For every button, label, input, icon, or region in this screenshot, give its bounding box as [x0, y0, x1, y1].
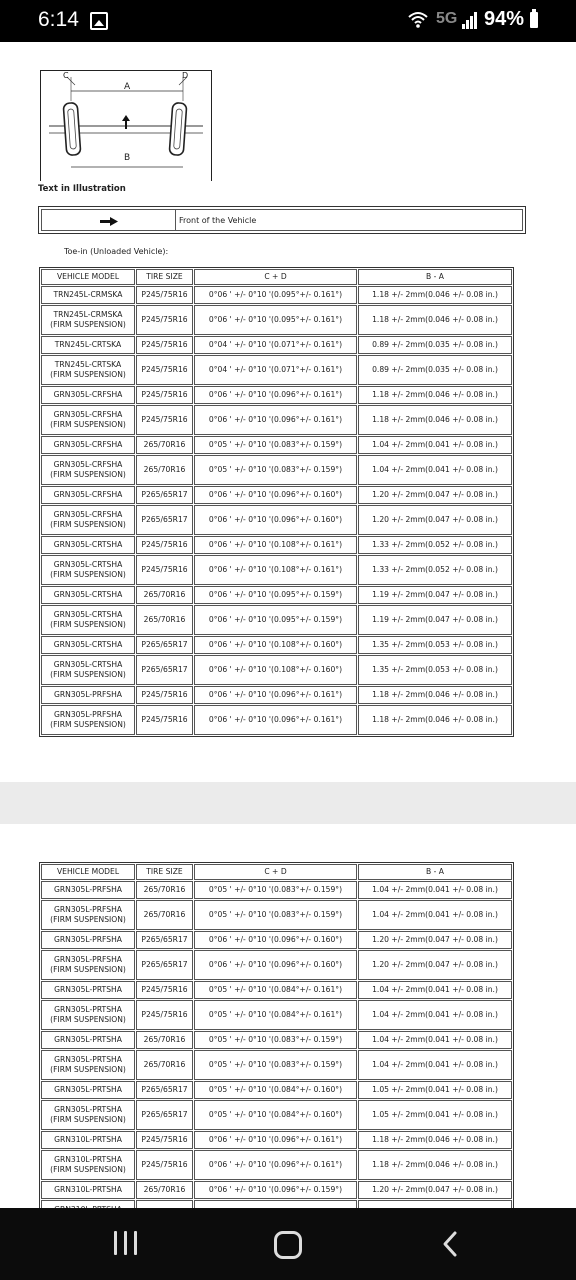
- vehicle-model-cell: [41, 1000, 135, 1030]
- vehicle-model-code: GRN305L-CRFSHA: [53, 460, 123, 469]
- b-minus-a-cell: 1.18 +/- 2mm(0.046 +/- 0.08 in.): [358, 305, 512, 335]
- vehicle-model-cell: [41, 1131, 135, 1149]
- vehicle-model-cell: [41, 505, 135, 535]
- vehicle-model-code: GRN305L-CRTSHA: [53, 640, 123, 649]
- table-row: [41, 931, 512, 949]
- tire-size-cell: P245/75R16: [136, 555, 193, 585]
- b-minus-a-cell: 1.05 +/- 2mm(0.041 +/- 0.08 in.): [358, 1081, 512, 1099]
- vehicle-model-code: GRN305L-PRFSHA: [54, 955, 122, 964]
- vehicle-model-cell: [41, 586, 135, 604]
- vehicle-model-cell: [41, 705, 135, 735]
- recents-icon-bar: [124, 1231, 127, 1255]
- header-vehicle-model: VEHICLE MODEL: [41, 269, 135, 285]
- tire-size-cell: 265/70R16: [136, 1050, 193, 1080]
- document-page-1: [0, 42, 576, 782]
- vehicle-model-cell: [41, 336, 135, 354]
- tire-size-cell: P245/75R16: [136, 1131, 193, 1149]
- b-minus-a-cell: 1.04 +/- 2mm(0.041 +/- 0.08 in.): [358, 881, 512, 899]
- tire-size-cell: P245/75R16: [136, 686, 193, 704]
- table-row: [41, 1050, 512, 1080]
- vehicle-model-code: GRN305L-CRTSHA: [53, 560, 123, 569]
- table-row: [41, 536, 512, 554]
- c-plus-d-cell: 0°06 ' +/- 0°10 '(0.096°+/- 0.160°): [194, 505, 357, 535]
- b-minus-a-cell: 1.18 +/- 2mm(0.046 +/- 0.08 in.): [358, 405, 512, 435]
- table-row: [41, 950, 512, 980]
- table-row: [41, 900, 512, 930]
- vehicle-model-cell: [41, 1081, 135, 1099]
- header-vehicle-model: VEHICLE MODEL: [41, 864, 135, 880]
- battery-percent: 94%: [484, 8, 525, 30]
- recents-button[interactable]: [114, 1231, 138, 1255]
- vehicle-model-code: TRN245L-CRMSKA: [53, 290, 123, 299]
- legend-arrow-cell: [42, 210, 176, 230]
- signal-icon: [462, 11, 478, 29]
- tire-size-cell: P245/75R16: [136, 355, 193, 385]
- suspension-note: (FIRM SUSPENSION): [50, 1065, 126, 1074]
- b-minus-a-cell: 1.33 +/- 2mm(0.052 +/- 0.08 in.): [358, 536, 512, 554]
- table-row: [41, 486, 512, 504]
- header-b-minus-a: B - A: [358, 864, 512, 880]
- header-b-minus-a: B - A: [358, 269, 512, 285]
- vehicle-model-cell: [41, 1050, 135, 1080]
- vehicle-model-code: GRN305L-PRTSHA: [54, 1005, 122, 1014]
- vehicle-model-cell: [41, 386, 135, 404]
- vehicle-model-cell: [41, 1150, 135, 1180]
- vehicle-model-cell: [41, 1181, 135, 1199]
- vehicle-model-cell: [41, 931, 135, 949]
- suspension-note: (FIRM SUSPENSION): [50, 570, 126, 579]
- c-plus-d-cell: 0°06 ' +/- 0°10 '(0.108°+/- 0.161°): [194, 536, 357, 554]
- c-plus-d-cell: 0°05 ' +/- 0°10 '(0.083°+/- 0.159°): [194, 881, 357, 899]
- c-plus-d-cell: 0°06 ' +/- 0°10 '(0.096°+/- 0.161°): [194, 705, 357, 735]
- vehicle-model-code: GRN305L-CRFSHA: [53, 490, 123, 499]
- vehicle-model-code: GRN305L-PRTSHA: [54, 1085, 122, 1094]
- table-row: [41, 405, 512, 435]
- vehicle-model-code: GRN305L-PRTSHA: [54, 985, 122, 994]
- tire-size-cell: P245/75R16: [136, 705, 193, 735]
- b-minus-a-cell: 1.20 +/- 2mm(0.047 +/- 0.08 in.): [358, 1181, 512, 1199]
- b-minus-a-cell: 1.20 +/- 2mm(0.047 +/- 0.08 in.): [358, 505, 512, 535]
- front-arrow-icon: [100, 217, 118, 226]
- vehicle-model-code: GRN305L-PRFSHA: [54, 710, 122, 719]
- suspension-note: (FIRM SUSPENSION): [50, 370, 126, 379]
- vehicle-model-cell: [41, 436, 135, 454]
- vehicle-model-code: TRN245L-CRMSKA: [53, 310, 123, 319]
- tire-size-cell: 265/70R16: [136, 455, 193, 485]
- vehicle-model-code: TRN245L-CRTSKA: [54, 340, 122, 349]
- c-plus-d-cell: 0°05 ' +/- 0°10 '(0.083°+/- 0.159°): [194, 900, 357, 930]
- illustration-caption: Text in Illustration: [38, 184, 126, 194]
- tire-size-cell: P245/75R16: [136, 1150, 193, 1180]
- c-plus-d-cell: 0°06 ' +/- 0°10 '(0.096°+/- 0.160°): [194, 486, 357, 504]
- suspension-note: (FIRM SUSPENSION): [50, 1165, 126, 1174]
- header-c-plus-d: C + D: [194, 864, 357, 880]
- tire-size-cell: P245/75R16: [136, 336, 193, 354]
- c-plus-d-cell: 0°05 ' +/- 0°10 '(0.083°+/- 0.159°): [194, 1050, 357, 1080]
- c-plus-d-cell: 0°06 ' +/- 0°10 '(0.096°+/- 0.161°): [194, 1131, 357, 1149]
- b-minus-a-cell: 1.18 +/- 2mm(0.046 +/- 0.08 in.): [358, 1150, 512, 1180]
- toe-in-diagram: [40, 70, 212, 181]
- vehicle-model-cell: [41, 455, 135, 485]
- toe-in-spec-table-1: [40, 268, 513, 736]
- table-row: [41, 1031, 512, 1049]
- suspension-note: (FIRM SUSPENSION): [50, 620, 126, 629]
- table-row: [41, 1131, 512, 1149]
- table-row: [41, 455, 512, 485]
- c-plus-d-cell: 0°06 ' +/- 0°10 '(0.108°+/- 0.161°): [194, 555, 357, 585]
- b-minus-a-cell: 1.20 +/- 2mm(0.047 +/- 0.08 in.): [358, 486, 512, 504]
- c-plus-d-cell: 0°05 ' +/- 0°10 '(0.083°+/- 0.159°): [194, 455, 357, 485]
- vehicle-model-cell: [41, 536, 135, 554]
- tire-size-cell: P265/65R17: [136, 1100, 193, 1130]
- c-plus-d-cell: 0°05 ' +/- 0°10 '(0.084°+/- 0.160°): [194, 1081, 357, 1099]
- page-gap: [0, 782, 576, 824]
- battery-icon: [530, 12, 538, 28]
- status-time: 6:14: [38, 8, 79, 31]
- c-plus-d-cell: 0°05 ' +/- 0°10 '(0.083°+/- 0.159°): [194, 436, 357, 454]
- vehicle-model-code: GRN305L-PRTSHA: [54, 1035, 122, 1044]
- toe-in-spec-table-2: [40, 863, 513, 1250]
- table-row: [41, 655, 512, 685]
- tire-size-cell: P245/75R16: [136, 386, 193, 404]
- table-row: [41, 636, 512, 654]
- c-plus-d-cell: 0°06 ' +/- 0°10 '(0.095°+/- 0.159°): [194, 605, 357, 635]
- b-minus-a-cell: 1.04 +/- 2mm(0.041 +/- 0.08 in.): [358, 1031, 512, 1049]
- tire-size-cell: P245/75R16: [136, 981, 193, 999]
- vehicle-model-code: GRN305L-CRTSHA: [53, 610, 123, 619]
- vehicle-model-cell: [41, 950, 135, 980]
- c-plus-d-cell: 0°05 ' +/- 0°10 '(0.084°+/- 0.161°): [194, 981, 357, 999]
- c-plus-d-cell: 0°06 ' +/- 0°10 '(0.096°+/- 0.160°): [194, 950, 357, 980]
- c-plus-d-cell: 0°05 ' +/- 0°10 '(0.084°+/- 0.160°): [194, 1100, 357, 1130]
- tire-size-cell: P245/75R16: [136, 536, 193, 554]
- b-minus-a-cell: 1.04 +/- 2mm(0.041 +/- 0.08 in.): [358, 981, 512, 999]
- tire-size-cell: P265/65R17: [136, 931, 193, 949]
- b-minus-a-cell: 1.04 +/- 2mm(0.041 +/- 0.08 in.): [358, 900, 512, 930]
- legend-table: [38, 206, 526, 234]
- b-minus-a-cell: 1.20 +/- 2mm(0.047 +/- 0.08 in.): [358, 950, 512, 980]
- tire-size-cell: P265/65R17: [136, 505, 193, 535]
- b-minus-a-cell: 1.35 +/- 2mm(0.053 +/- 0.08 in.): [358, 655, 512, 685]
- b-minus-a-cell: 1.33 +/- 2mm(0.052 +/- 0.08 in.): [358, 555, 512, 585]
- suspension-note: (FIRM SUSPENSION): [50, 720, 126, 729]
- table-row: [41, 1081, 512, 1099]
- diagram-label-a: A: [124, 82, 131, 92]
- table-row: [41, 555, 512, 585]
- table-row: [41, 1150, 512, 1180]
- tire-size-cell: P245/75R16: [136, 286, 193, 304]
- vehicle-model-code: GRN305L-CRFSHA: [53, 440, 123, 449]
- vehicle-model-code: GRN305L-CRFSHA: [53, 410, 123, 419]
- table-row: [41, 386, 512, 404]
- vehicle-model-cell: [41, 286, 135, 304]
- tire-size-cell: 265/70R16: [136, 605, 193, 635]
- c-plus-d-cell: 0°06 ' +/- 0°10 '(0.096°+/- 0.161°): [194, 686, 357, 704]
- b-minus-a-cell: 1.04 +/- 2mm(0.041 +/- 0.08 in.): [358, 455, 512, 485]
- toe-in-caption: Toe-in (Unloaded Vehicle):: [64, 247, 169, 256]
- vehicle-model-cell: [41, 555, 135, 585]
- b-minus-a-cell: 0.89 +/- 2mm(0.035 +/- 0.08 in.): [358, 336, 512, 354]
- vehicle-model-code: GRN305L-PRFSHA: [54, 885, 122, 894]
- tire-size-cell: P245/75R16: [136, 305, 193, 335]
- vehicle-model-cell: [41, 655, 135, 685]
- vehicle-model-code: TRN245L-CRTSKA: [54, 360, 122, 369]
- gallery-notification-icon: [90, 12, 108, 30]
- c-plus-d-cell: 0°06 ' +/- 0°10 '(0.096°+/- 0.161°): [194, 1150, 357, 1180]
- b-minus-a-cell: 1.04 +/- 2mm(0.041 +/- 0.08 in.): [358, 1000, 512, 1030]
- tire-size-cell: P265/65R17: [136, 636, 193, 654]
- legend-text: Front of the Vehicle: [179, 216, 257, 225]
- table-header-row: [41, 864, 512, 880]
- vehicle-model-cell: [41, 636, 135, 654]
- home-button[interactable]: [274, 1231, 302, 1259]
- b-minus-a-cell: 1.18 +/- 2mm(0.046 +/- 0.08 in.): [358, 705, 512, 735]
- tire-size-cell: 265/70R16: [136, 436, 193, 454]
- status-bar: [0, 0, 576, 42]
- vehicle-model-code: GRN310L-PRTSHA: [54, 1135, 122, 1144]
- diagram-label-d: D: [182, 71, 189, 80]
- c-plus-d-cell: 0°06 ' +/- 0°10 '(0.096°+/- 0.159°): [194, 1181, 357, 1199]
- vehicle-model-code: GRN310L-PRTSHA: [54, 1185, 122, 1194]
- diagram-label-c: C: [63, 71, 69, 80]
- table-row: [41, 286, 512, 304]
- c-plus-d-cell: 0°06 ' +/- 0°10 '(0.095°+/- 0.161°): [194, 305, 357, 335]
- vehicle-model-code: GRN305L-CRTSHA: [53, 540, 123, 549]
- recents-icon-bar: [134, 1231, 137, 1255]
- b-minus-a-cell: 1.18 +/- 2mm(0.046 +/- 0.08 in.): [358, 386, 512, 404]
- b-minus-a-cell: 1.18 +/- 2mm(0.046 +/- 0.08 in.): [358, 686, 512, 704]
- vehicle-model-cell: [41, 305, 135, 335]
- b-minus-a-cell: 1.19 +/- 2mm(0.047 +/- 0.08 in.): [358, 605, 512, 635]
- network-type-label: 5G: [436, 10, 458, 27]
- vehicle-model-cell: [41, 1031, 135, 1049]
- c-plus-d-cell: 0°04 ' +/- 0°10 '(0.071°+/- 0.161°): [194, 336, 357, 354]
- suspension-note: (FIRM SUSPENSION): [50, 1115, 126, 1124]
- tire-size-cell: P245/75R16: [136, 1000, 193, 1030]
- vehicle-model-cell: [41, 1100, 135, 1130]
- vehicle-model-code: GRN305L-CRTSHA: [53, 590, 123, 599]
- c-plus-d-cell: 0°06 ' +/- 0°10 '(0.108°+/- 0.160°): [194, 655, 357, 685]
- document-viewer[interactable]: [0, 42, 576, 1208]
- recents-icon-bar: [114, 1231, 117, 1255]
- header-c-plus-d: C + D: [194, 269, 357, 285]
- suspension-note: (FIRM SUSPENSION): [50, 320, 126, 329]
- table-row: [41, 981, 512, 999]
- b-minus-a-cell: 1.19 +/- 2mm(0.047 +/- 0.08 in.): [358, 586, 512, 604]
- vehicle-model-code: GRN305L-PRFSHA: [54, 690, 122, 699]
- tire-size-cell: P245/75R16: [136, 405, 193, 435]
- b-minus-a-cell: 1.04 +/- 2mm(0.041 +/- 0.08 in.): [358, 436, 512, 454]
- vehicle-model-code: GRN305L-CRFSHA: [53, 510, 123, 519]
- suspension-note: (FIRM SUSPENSION): [50, 520, 126, 529]
- vehicle-model-cell: [41, 605, 135, 635]
- tire-size-cell: P265/65R17: [136, 1081, 193, 1099]
- b-minus-a-cell: 1.18 +/- 2mm(0.046 +/- 0.08 in.): [358, 286, 512, 304]
- vehicle-model-cell: [41, 355, 135, 385]
- suspension-note: (FIRM SUSPENSION): [50, 470, 126, 479]
- suspension-note: (FIRM SUSPENSION): [50, 915, 126, 924]
- c-plus-d-cell: 0°05 ' +/- 0°10 '(0.083°+/- 0.159°): [194, 1031, 357, 1049]
- table-row: [41, 355, 512, 385]
- table-row: [41, 305, 512, 335]
- vehicle-model-code: GRN305L-PRFSHA: [54, 905, 122, 914]
- navigation-bar: [0, 1208, 576, 1280]
- vehicle-model-code: GRN305L-PRTSHA: [54, 1055, 122, 1064]
- table-row: [41, 1100, 512, 1130]
- suspension-note: (FIRM SUSPENSION): [50, 1015, 126, 1024]
- diagram-label-b: B: [124, 153, 131, 163]
- c-plus-d-cell: 0°06 ' +/- 0°10 '(0.096°+/- 0.161°): [194, 386, 357, 404]
- table-row: [41, 336, 512, 354]
- table-row: [41, 505, 512, 535]
- vehicle-model-code: GRN305L-PRFSHA: [54, 935, 122, 944]
- tire-size-cell: 265/70R16: [136, 1031, 193, 1049]
- back-button[interactable]: [440, 1230, 460, 1258]
- table-row: [41, 436, 512, 454]
- suspension-note: (FIRM SUSPENSION): [50, 420, 126, 429]
- tire-size-cell: 265/70R16: [136, 900, 193, 930]
- b-minus-a-cell: 0.89 +/- 2mm(0.035 +/- 0.08 in.): [358, 355, 512, 385]
- c-plus-d-cell: 0°04 ' +/- 0°10 '(0.071°+/- 0.161°): [194, 355, 357, 385]
- suspension-note: (FIRM SUSPENSION): [50, 670, 126, 679]
- c-plus-d-cell: 0°06 ' +/- 0°10 '(0.096°+/- 0.161°): [194, 405, 357, 435]
- tire-size-cell: 265/70R16: [136, 881, 193, 899]
- table-row: [41, 881, 512, 899]
- vehicle-model-code: GRN305L-PRTSHA: [54, 1105, 122, 1114]
- vehicle-model-code: GRN305L-CRFSHA: [53, 390, 123, 399]
- vehicle-model-cell: [41, 405, 135, 435]
- vehicle-model-code: GRN305L-CRTSHA: [53, 660, 123, 669]
- vehicle-model-cell: [41, 486, 135, 504]
- vehicle-model-cell: [41, 900, 135, 930]
- table-row: [41, 586, 512, 604]
- vehicle-model-cell: [41, 686, 135, 704]
- header-tire-size: TIRE SIZE: [136, 864, 193, 880]
- table-row: [41, 686, 512, 704]
- wifi-icon: [408, 10, 428, 30]
- vehicle-model-code: GRN310L-PRTSHA: [54, 1155, 122, 1164]
- document-page-2: [0, 824, 576, 1224]
- table-row: [41, 1181, 512, 1199]
- b-minus-a-cell: 1.20 +/- 2mm(0.047 +/- 0.08 in.): [358, 931, 512, 949]
- c-plus-d-cell: 0°06 ' +/- 0°10 '(0.108°+/- 0.160°): [194, 636, 357, 654]
- table-header-row: [41, 269, 512, 285]
- c-plus-d-cell: 0°05 ' +/- 0°10 '(0.084°+/- 0.161°): [194, 1000, 357, 1030]
- table-row: [41, 1000, 512, 1030]
- b-minus-a-cell: 1.04 +/- 2mm(0.041 +/- 0.08 in.): [358, 1050, 512, 1080]
- tire-size-cell: 265/70R16: [136, 1181, 193, 1199]
- tire-size-cell: P265/65R17: [136, 655, 193, 685]
- header-tire-size: TIRE SIZE: [136, 269, 193, 285]
- vehicle-model-cell: [41, 881, 135, 899]
- tire-size-cell: 265/70R16: [136, 586, 193, 604]
- suspension-note: (FIRM SUSPENSION): [50, 965, 126, 974]
- vehicle-model-cell: [41, 981, 135, 999]
- b-minus-a-cell: 1.05 +/- 2mm(0.041 +/- 0.08 in.): [358, 1100, 512, 1130]
- table-row: [41, 605, 512, 635]
- b-minus-a-cell: 1.35 +/- 2mm(0.053 +/- 0.08 in.): [358, 636, 512, 654]
- tire-size-cell: P265/65R17: [136, 486, 193, 504]
- c-plus-d-cell: 0°06 ' +/- 0°10 '(0.095°+/- 0.161°): [194, 286, 357, 304]
- c-plus-d-cell: 0°06 ' +/- 0°10 '(0.095°+/- 0.159°): [194, 586, 357, 604]
- table-row: [41, 705, 512, 735]
- b-minus-a-cell: 1.18 +/- 2mm(0.046 +/- 0.08 in.): [358, 1131, 512, 1149]
- tire-size-cell: P265/65R17: [136, 950, 193, 980]
- c-plus-d-cell: 0°06 ' +/- 0°10 '(0.096°+/- 0.160°): [194, 931, 357, 949]
